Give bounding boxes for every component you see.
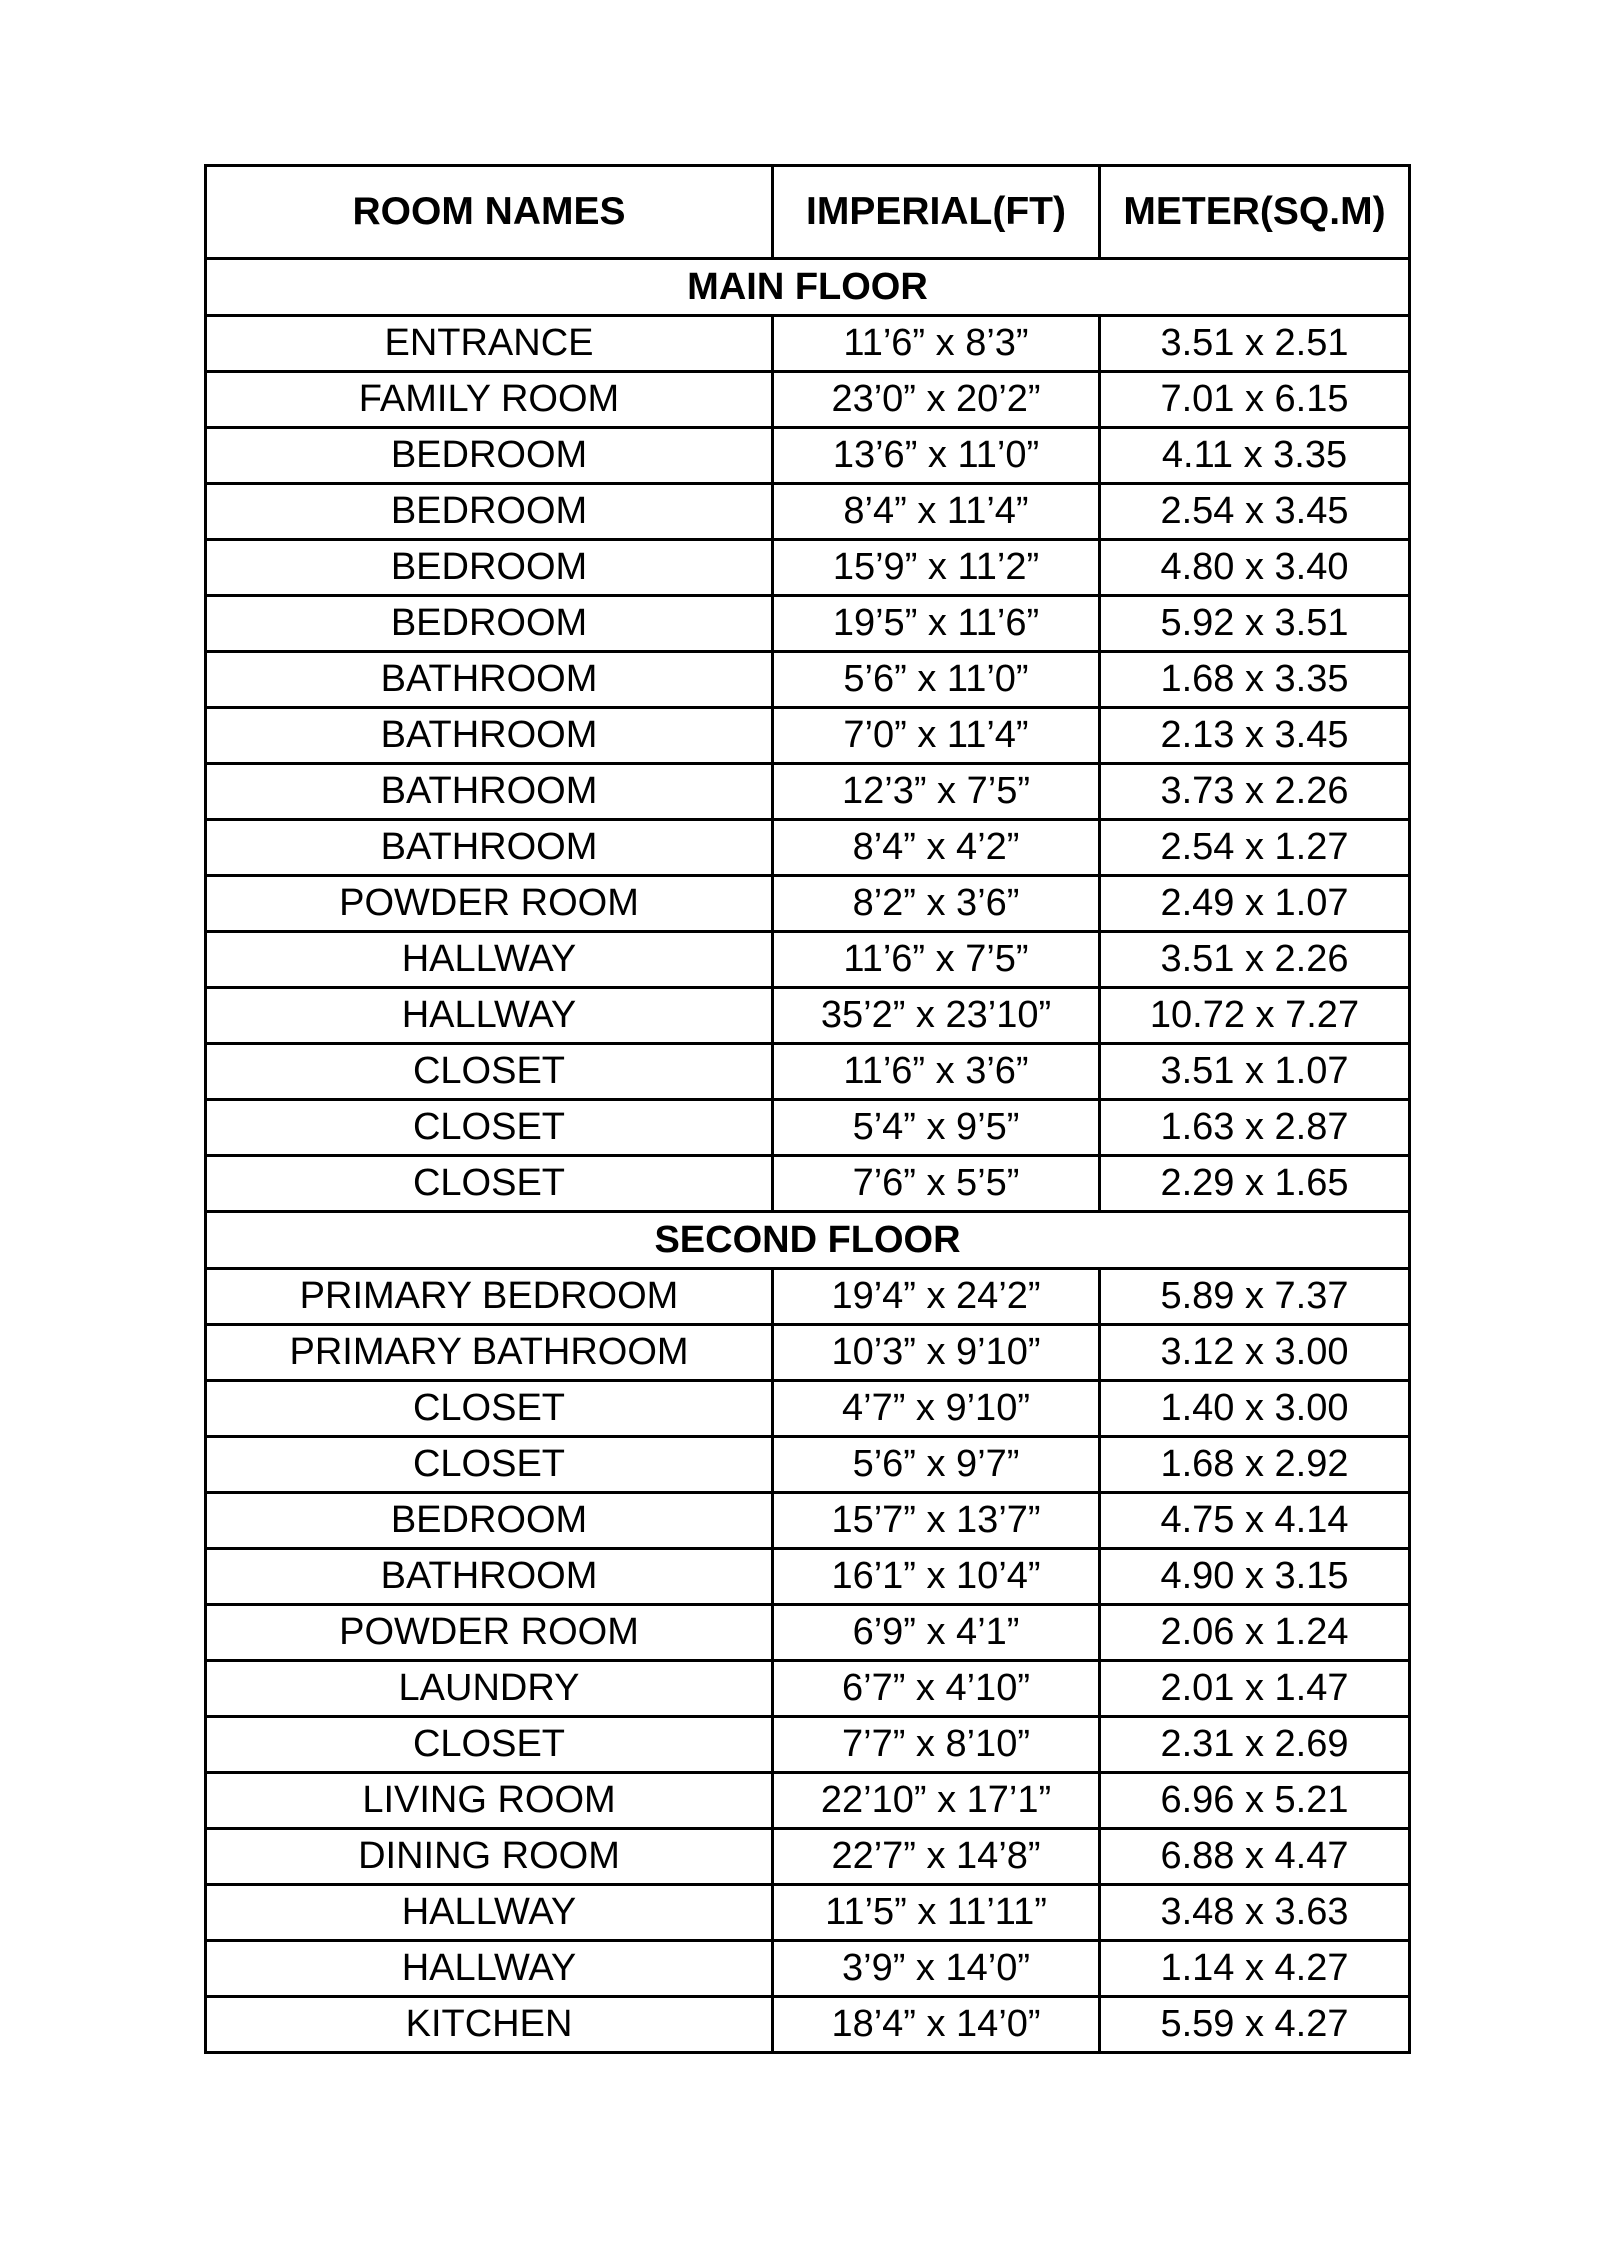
meter-cell: 4.75 x 4.14 — [1100, 1493, 1410, 1549]
meter-cell: 1.14 x 4.27 — [1100, 1941, 1410, 1997]
room-name-cell: BATHROOM — [206, 652, 773, 708]
imperial-cell: 15’7” x 13’7” — [773, 1493, 1100, 1549]
imperial-cell: 5’6” x 9’7” — [773, 1437, 1100, 1493]
imperial-cell: 11’5” x 11’11” — [773, 1885, 1100, 1941]
meter-cell: 3.73 x 2.26 — [1100, 764, 1410, 820]
meter-cell: 1.63 x 2.87 — [1100, 1100, 1410, 1156]
room-name-cell: BATHROOM — [206, 764, 773, 820]
room-name-cell: BEDROOM — [206, 1493, 773, 1549]
room-name-cell: FAMILY ROOM — [206, 372, 773, 428]
imperial-cell: 8’4” x 4’2” — [773, 820, 1100, 876]
table-row — [206, 1381, 1410, 1437]
meter-cell: 3.12 x 3.00 — [1100, 1325, 1410, 1381]
table-row — [206, 540, 1410, 596]
table-row — [206, 708, 1410, 764]
room-dimensions-sheet — [204, 164, 1408, 2054]
meter-cell: 3.51 x 2.51 — [1100, 316, 1410, 372]
room-name-cell: CLOSET — [206, 1156, 773, 1212]
room-name-cell: LIVING ROOM — [206, 1773, 773, 1829]
imperial-cell: 18’4” x 14’0” — [773, 1997, 1100, 2053]
imperial-cell: 19’5” x 11’6” — [773, 596, 1100, 652]
room-name-cell: HALLWAY — [206, 932, 773, 988]
meter-cell: 6.96 x 5.21 — [1100, 1773, 1410, 1829]
table-row — [206, 1437, 1410, 1493]
table-row — [206, 1661, 1410, 1717]
room-name-cell: BEDROOM — [206, 540, 773, 596]
meter-cell: 1.68 x 2.92 — [1100, 1437, 1410, 1493]
meter-cell: 3.51 x 1.07 — [1100, 1044, 1410, 1100]
header-imperial: IMPERIAL(FT) — [773, 166, 1100, 259]
meter-cell: 5.92 x 3.51 — [1100, 596, 1410, 652]
meter-cell: 1.40 x 3.00 — [1100, 1381, 1410, 1437]
table-row — [206, 988, 1410, 1044]
table-body — [206, 259, 1410, 2053]
imperial-cell: 16’1” x 10’4” — [773, 1549, 1100, 1605]
imperial-cell: 4’7” x 9’10” — [773, 1381, 1100, 1437]
imperial-cell: 15’9” x 11’2” — [773, 540, 1100, 596]
room-name-cell: HALLWAY — [206, 988, 773, 1044]
section-title: SECOND FLOOR — [206, 1212, 1410, 1269]
meter-cell: 10.72 x 7.27 — [1100, 988, 1410, 1044]
meter-cell: 5.89 x 7.37 — [1100, 1269, 1410, 1325]
table-row — [206, 1941, 1410, 1997]
room-name-cell: BATHROOM — [206, 708, 773, 764]
room-name-cell: LAUNDRY — [206, 1661, 773, 1717]
imperial-cell: 11’6” x 3’6” — [773, 1044, 1100, 1100]
room-name-cell: CLOSET — [206, 1044, 773, 1100]
meter-cell: 2.31 x 2.69 — [1100, 1717, 1410, 1773]
imperial-cell: 11’6” x 7’5” — [773, 932, 1100, 988]
meter-cell: 2.06 x 1.24 — [1100, 1605, 1410, 1661]
meter-cell: 6.88 x 4.47 — [1100, 1829, 1410, 1885]
meter-cell: 7.01 x 6.15 — [1100, 372, 1410, 428]
header-meter: METER(SQ.M) — [1100, 166, 1410, 259]
imperial-cell: 5’6” x 11’0” — [773, 652, 1100, 708]
meter-cell: 2.01 x 1.47 — [1100, 1661, 1410, 1717]
table-row — [206, 876, 1410, 932]
section-row — [206, 1212, 1410, 1269]
meter-cell: 4.11 x 3.35 — [1100, 428, 1410, 484]
imperial-cell: 7’6” x 5’5” — [773, 1156, 1100, 1212]
room-name-cell: BATHROOM — [206, 1549, 773, 1605]
table-row — [206, 1997, 1410, 2053]
header-row — [206, 166, 1410, 259]
table-row — [206, 372, 1410, 428]
room-dimensions-table — [204, 164, 1411, 2054]
imperial-cell: 19’4” x 24’2” — [773, 1269, 1100, 1325]
meter-cell: 1.68 x 3.35 — [1100, 652, 1410, 708]
header-room-names: ROOM NAMES — [206, 166, 773, 259]
meter-cell: 5.59 x 4.27 — [1100, 1997, 1410, 2053]
meter-cell: 2.54 x 1.27 — [1100, 820, 1410, 876]
table-row — [206, 1493, 1410, 1549]
imperial-cell: 7’0” x 11’4” — [773, 708, 1100, 764]
meter-cell: 2.54 x 3.45 — [1100, 484, 1410, 540]
meter-cell: 3.48 x 3.63 — [1100, 1885, 1410, 1941]
room-name-cell: CLOSET — [206, 1100, 773, 1156]
room-name-cell: CLOSET — [206, 1437, 773, 1493]
table-row — [206, 1269, 1410, 1325]
room-name-cell: HALLWAY — [206, 1941, 773, 1997]
table-row — [206, 1156, 1410, 1212]
imperial-cell: 8’4” x 11’4” — [773, 484, 1100, 540]
section-row — [206, 259, 1410, 316]
room-name-cell: PRIMARY BATHROOM — [206, 1325, 773, 1381]
meter-cell: 2.49 x 1.07 — [1100, 876, 1410, 932]
room-name-cell: BEDROOM — [206, 428, 773, 484]
imperial-cell: 3’9” x 14’0” — [773, 1941, 1100, 1997]
imperial-cell: 11’6” x 8’3” — [773, 316, 1100, 372]
table-row — [206, 1773, 1410, 1829]
imperial-cell: 12’3” x 7’5” — [773, 764, 1100, 820]
meter-cell: 4.80 x 3.40 — [1100, 540, 1410, 596]
imperial-cell: 5’4” x 9’5” — [773, 1100, 1100, 1156]
table-row — [206, 764, 1410, 820]
meter-cell: 2.13 x 3.45 — [1100, 708, 1410, 764]
room-name-cell: BEDROOM — [206, 596, 773, 652]
imperial-cell: 35’2” x 23’10” — [773, 988, 1100, 1044]
table-row — [206, 1605, 1410, 1661]
room-name-cell: BATHROOM — [206, 820, 773, 876]
room-name-cell: CLOSET — [206, 1381, 773, 1437]
table-row — [206, 652, 1410, 708]
table-row — [206, 932, 1410, 988]
room-name-cell: DINING ROOM — [206, 1829, 773, 1885]
room-name-cell: POWDER ROOM — [206, 876, 773, 932]
imperial-cell: 6’7” x 4’10” — [773, 1661, 1100, 1717]
section-title: MAIN FLOOR — [206, 259, 1410, 316]
imperial-cell: 10’3” x 9’10” — [773, 1325, 1100, 1381]
imperial-cell: 22’10” x 17’1” — [773, 1773, 1100, 1829]
table-row — [206, 1100, 1410, 1156]
meter-cell: 3.51 x 2.26 — [1100, 932, 1410, 988]
room-name-cell: HALLWAY — [206, 1885, 773, 1941]
table-row — [206, 1885, 1410, 1941]
imperial-cell: 23’0” x 20’2” — [773, 372, 1100, 428]
room-name-cell: CLOSET — [206, 1717, 773, 1773]
imperial-cell: 8’2” x 3’6” — [773, 876, 1100, 932]
table-row — [206, 1717, 1410, 1773]
room-name-cell: PRIMARY BEDROOM — [206, 1269, 773, 1325]
table-header — [206, 166, 1410, 259]
imperial-cell: 13’6” x 11’0” — [773, 428, 1100, 484]
table-row — [206, 1044, 1410, 1100]
table-row — [206, 1325, 1410, 1381]
room-name-cell: POWDER ROOM — [206, 1605, 773, 1661]
table-row — [206, 316, 1410, 372]
table-row — [206, 484, 1410, 540]
imperial-cell: 22’7” x 14’8” — [773, 1829, 1100, 1885]
table-row — [206, 596, 1410, 652]
meter-cell: 4.90 x 3.15 — [1100, 1549, 1410, 1605]
table-row — [206, 1549, 1410, 1605]
room-name-cell: ENTRANCE — [206, 316, 773, 372]
imperial-cell: 6’9” x 4’1” — [773, 1605, 1100, 1661]
room-name-cell: BEDROOM — [206, 484, 773, 540]
table-row — [206, 1829, 1410, 1885]
room-name-cell: KITCHEN — [206, 1997, 773, 2053]
imperial-cell: 7’7” x 8’10” — [773, 1717, 1100, 1773]
meter-cell: 2.29 x 1.65 — [1100, 1156, 1410, 1212]
table-row — [206, 820, 1410, 876]
table-row — [206, 428, 1410, 484]
